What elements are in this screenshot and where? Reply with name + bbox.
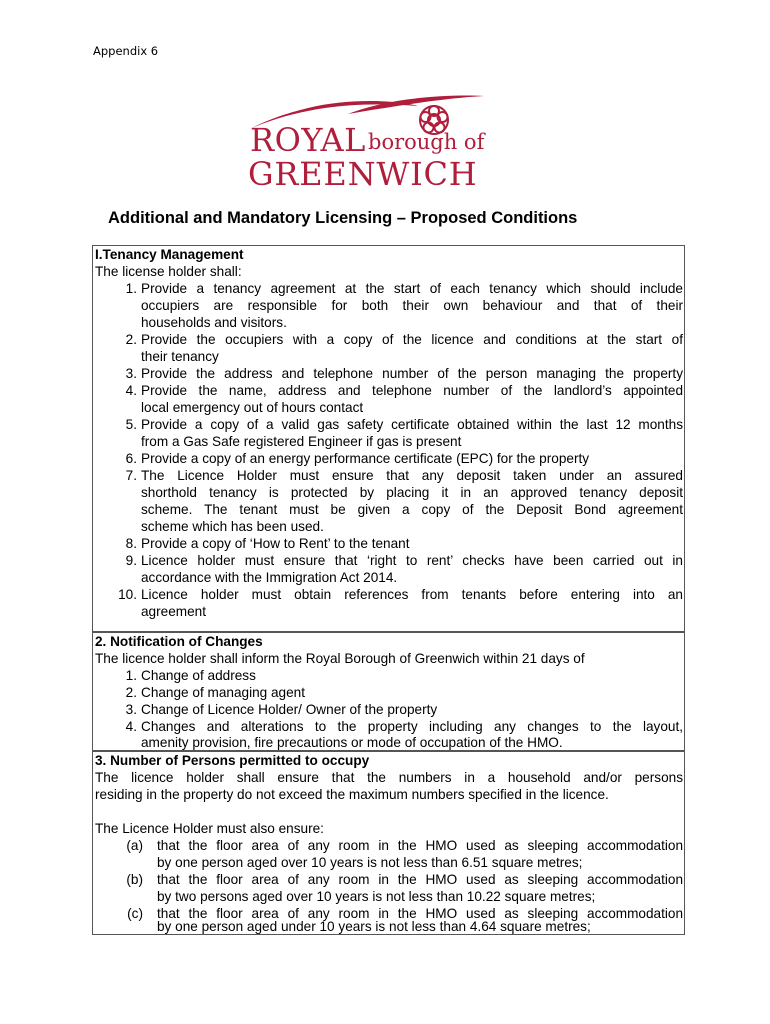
list-line: by one person aged under 10 years is not less than 4.64 square metres; — [157, 919, 591, 934]
list-line: shorthold tenancy is protected by placing it in an approved tenancy deposit — [141, 485, 683, 500]
list-line: that the floor area of any room in the HMO used as sleeping accommodation — [157, 838, 683, 853]
list-number: 1. — [125, 281, 137, 296]
list-line: agreement — [141, 604, 206, 619]
section-intro: The licence holder shall inform the Royal Borough of Greenwich within 21 days of — [95, 651, 585, 666]
logo-greenwich-text: GREENWICH — [248, 155, 478, 193]
list-line: Changes and alterations to the property including any changes to the layout, — [141, 719, 683, 734]
section-intro: The Licence Holder must also ensure: — [95, 821, 324, 836]
list-line: scheme which has been used. — [141, 519, 324, 534]
list-number: 10. — [118, 587, 137, 602]
section-notification-of-changes — [92, 632, 685, 751]
list-line: households and visitors. — [141, 315, 287, 330]
section-heading: 3. Number of Persons permitted to occupy — [95, 753, 370, 768]
list-line: that the floor area of any room in the HMO used as sleeping accommodation — [157, 872, 683, 887]
list-line: accordance with the Immigration Act 2014. — [141, 570, 398, 585]
list-number: 3. — [125, 366, 137, 381]
list-letter: (a) — [126, 838, 143, 853]
list-line: Change of managing agent — [141, 685, 306, 700]
list-letter: (c) — [127, 906, 143, 921]
paragraph-line: The licence holder shall ensure that the numbers in a household and/or persons — [95, 770, 683, 785]
list-line: Provide a copy of ‘How to Rent’ to the tenant — [141, 536, 410, 551]
list-line: Provide a copy of an energy performance certificate (EPC) for the property — [141, 451, 590, 466]
list-line: Provide the name, address and telephone number of the landlord’s appointed — [141, 383, 683, 398]
list-number: 6. — [125, 451, 137, 466]
list-line: Change of Licence Holder/ Owner of the property — [141, 702, 438, 717]
list-number: 5. — [125, 417, 137, 432]
logo-royal-text: ROYAL — [250, 121, 366, 159]
list-line: by two persons aged over 10 years is not less than 10.22 square metres; — [157, 889, 596, 904]
list-number: 7. — [125, 468, 137, 483]
list-line: from a Gas Safe registered Engineer if gas is present — [141, 434, 462, 449]
list-line: Provide the address and telephone number of the person managing the property — [141, 366, 683, 381]
list-line: by one person aged over 10 years is not less than 6.51 square metres; — [157, 855, 583, 870]
list-line: Licence holder must ensure that ‘right to rent’ checks have been carried out in — [141, 553, 683, 568]
paragraph-line: residing in the property do not exceed the maximum numbers specified in the licence. — [95, 787, 609, 802]
section-number-of-persons — [92, 751, 685, 935]
list-line: local emergency out of hours contact — [141, 400, 364, 415]
list-line: amenity provision, fire precautions or mode of occupation of the HMO. — [141, 735, 563, 750]
council-logo — [248, 84, 488, 193]
list-line: that the floor area of any room in the HMO used as sleeping accommodation — [157, 906, 683, 921]
list-line: Change of address — [141, 668, 256, 683]
list-line: Provide a copy of a valid gas safety certificate obtained within the last 12 months — [141, 417, 683, 432]
section-heading: I.Tenancy Management — [95, 247, 244, 262]
list-line: Provide a tenancy agreement at the start of each tenancy which should include — [141, 281, 683, 296]
list-number: 8. — [125, 536, 137, 551]
list-number: 2. — [125, 685, 137, 700]
list-number: 3. — [125, 702, 137, 717]
document-title: Additional and Mandatory Licensing – Proposed Conditions — [108, 209, 578, 227]
list-number: 9. — [125, 553, 137, 568]
list-line: scheme. The tenant must be given a copy of the Deposit Bond agreement — [141, 502, 683, 517]
list-line: The Licence Holder must ensure that any deposit taken under an assured — [141, 468, 683, 483]
list-line: occupiers are responsible for both their own behaviour and that of their — [141, 298, 683, 313]
logo-borough-text: borough of — [368, 130, 485, 154]
list-line: their tenancy — [141, 349, 219, 364]
list-line: Provide the occupiers with a copy of the licence and conditions at the start of — [141, 332, 683, 347]
list-number: 1. — [125, 668, 137, 683]
list-number: 4. — [125, 719, 137, 734]
section-intro: The license holder shall: — [95, 264, 242, 279]
list-number: 2. — [125, 332, 137, 347]
list-number: 4. — [125, 383, 137, 398]
appendix-label: Appendix 6 — [93, 44, 159, 58]
section-tenancy-management — [92, 245, 685, 632]
section-heading: 2. Notification of Changes — [95, 634, 263, 649]
list-letter: (b) — [126, 872, 143, 887]
list-line: Licence holder must obtain references from tenants before entering into an — [141, 587, 683, 602]
